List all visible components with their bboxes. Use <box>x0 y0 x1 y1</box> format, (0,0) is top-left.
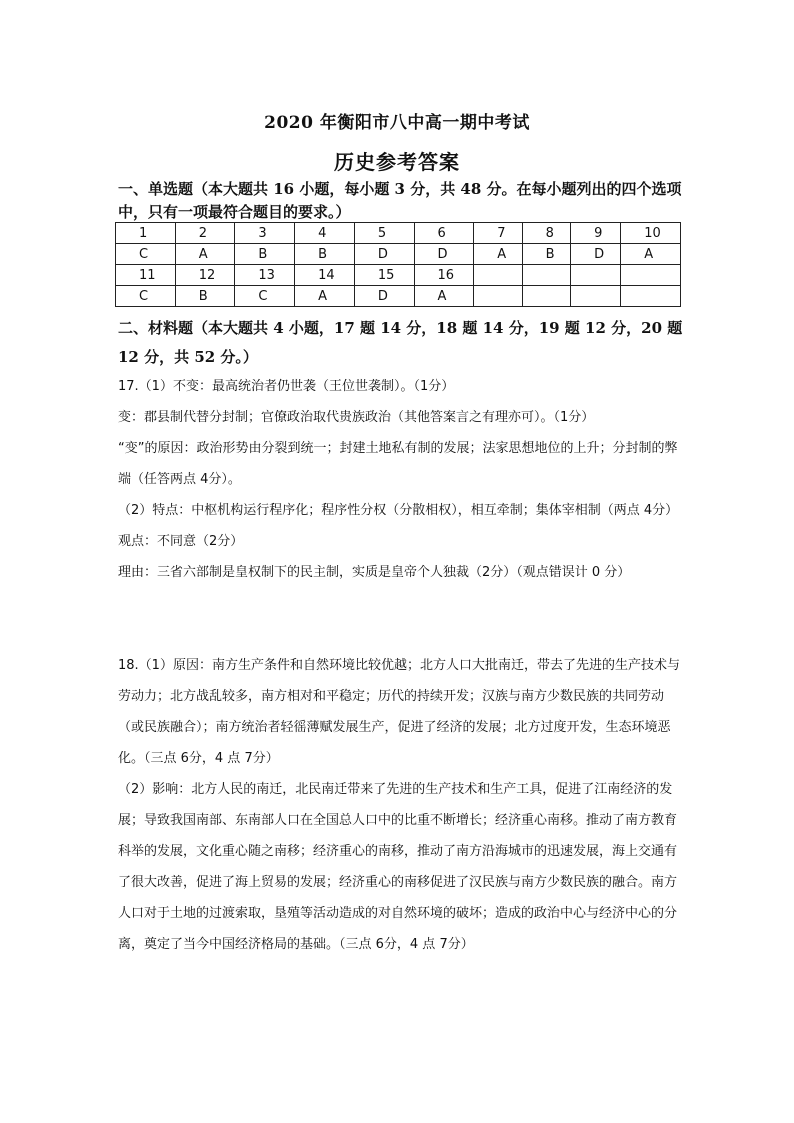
table-cell <box>474 265 522 286</box>
table-cell: D <box>354 286 414 307</box>
table-cell: 11 <box>116 265 176 286</box>
table-row <box>116 286 681 307</box>
answer-line: 17.（1）不变：最高统治者仍世袭（王位世袭制）。（1分） <box>118 379 455 394</box>
table-row <box>116 244 681 265</box>
table-cell: 12 <box>175 265 235 286</box>
answer-line: （2）特点：中枢机构运行程序化；程序性分权（分散相权），相互牵制；集体宰相制（两点 4分） <box>118 503 679 518</box>
table-cell: 2 <box>175 223 235 244</box>
table-cell: D <box>571 244 621 265</box>
question-18-answer <box>118 650 683 960</box>
answer-paragraph: 18.（1）原因：南方生产条件和自然环境比较优越；北方人口大批南迁，带去了先进的生产技术与劳动力；北方战乱较多，南方相对和平稳定；历代的持续开发；汉族与南方少数民族的共同劳动（或民族融合）；南方统治者轻徭薄赋发展生产，促进了经济的发展；北方过度开发，生态环境恶化。（三点 6分，4 点 7分） <box>118 658 680 766</box>
table-cell <box>474 286 522 307</box>
table-cell <box>522 286 570 307</box>
table-cell: A <box>295 286 355 307</box>
table-cell: A <box>474 244 522 265</box>
section1-heading: 一、单选题（本大题共 16 小题，每小题 3 分，共 48 分。在每小题列出的四个选项中，只有一项最符合题目的要求。） <box>118 180 682 221</box>
table-cell: 3 <box>235 223 295 244</box>
table-cell <box>621 286 681 307</box>
table-cell: 13 <box>235 265 295 286</box>
table-cell <box>571 265 621 286</box>
table-row <box>116 265 681 286</box>
question-17-answer <box>118 371 683 588</box>
answer-line: 观点：不同意（2分） <box>118 534 244 549</box>
table-cell: 7 <box>474 223 522 244</box>
table-cell: 10 <box>621 223 681 244</box>
table-row <box>116 223 681 244</box>
table-cell: C <box>116 286 176 307</box>
table-cell: 16 <box>414 265 474 286</box>
answer-line: 变：郡县制代替分封制；官僚政治取代贵族政治（其他答案言之有理亦可）。（1分） <box>118 410 595 425</box>
table-cell: A <box>414 286 474 307</box>
table-cell: 6 <box>414 223 474 244</box>
table-cell: D <box>354 244 414 265</box>
table-cell: B <box>295 244 355 265</box>
table-cell: A <box>175 244 235 265</box>
table-cell: 5 <box>354 223 414 244</box>
table-cell <box>571 286 621 307</box>
table-cell: C <box>235 286 295 307</box>
table-cell: D <box>414 244 474 265</box>
answer-table <box>115 222 681 307</box>
answer-line: 理由：三省六部制是皇权制下的民主制，实质是皇帝个人独裁（2分）（观点错误计 0 分） <box>118 565 631 580</box>
section2-heading: 二、材料题（本大题共 4 小题，17 题 14 分，18 题 14 分，19 题 12 分，20 题 12 分，共 52 分。） <box>118 319 683 366</box>
table-cell: 9 <box>571 223 621 244</box>
table-cell: C <box>116 244 176 265</box>
answer-key-title: 历史参考答案 <box>334 150 460 174</box>
table-cell: 15 <box>354 265 414 286</box>
table-cell <box>621 265 681 286</box>
exam-title: 2020 年衡阳市八中高一期中考试 <box>264 113 530 133</box>
table-cell: 4 <box>295 223 355 244</box>
answer-line: “变”的原因：政治形势由分裂到统一；封建土地私有制的发展；法家思想地位的上升；分封制的弊端（任答两点 4分）。 <box>118 441 678 487</box>
table-cell: B <box>175 286 235 307</box>
table-cell <box>522 265 570 286</box>
table-cell: 14 <box>295 265 355 286</box>
table-cell: A <box>621 244 681 265</box>
table-cell: 1 <box>116 223 176 244</box>
table-cell: 8 <box>522 223 570 244</box>
table-cell: B <box>522 244 570 265</box>
answer-paragraph: （2）影响：北方人民的南迁，北民南迁带来了先进的生产技术和生产工具，促进了江南经济的发展；导致我国南部、东南部人口在全国总人口中的比重不断增长；经济重心南移。推动了南方教育科举的发展，文化重心随之南移；经济重心的南移，推动了南方沿海城市的迅速发展，海上交通有了很大改善，促进了海上贸易的发展；经济重心的南移促进了汉民族与南方少数民族的融合。南方人口对于土地的过渡索取，垦殖等活动造成的对自然环境的破坏；造成的政治中心与经济中心的分离，奠定了当今中国经济格局的基础。（三点 6分，4 点 7分） <box>118 782 678 952</box>
table-cell: B <box>235 244 295 265</box>
